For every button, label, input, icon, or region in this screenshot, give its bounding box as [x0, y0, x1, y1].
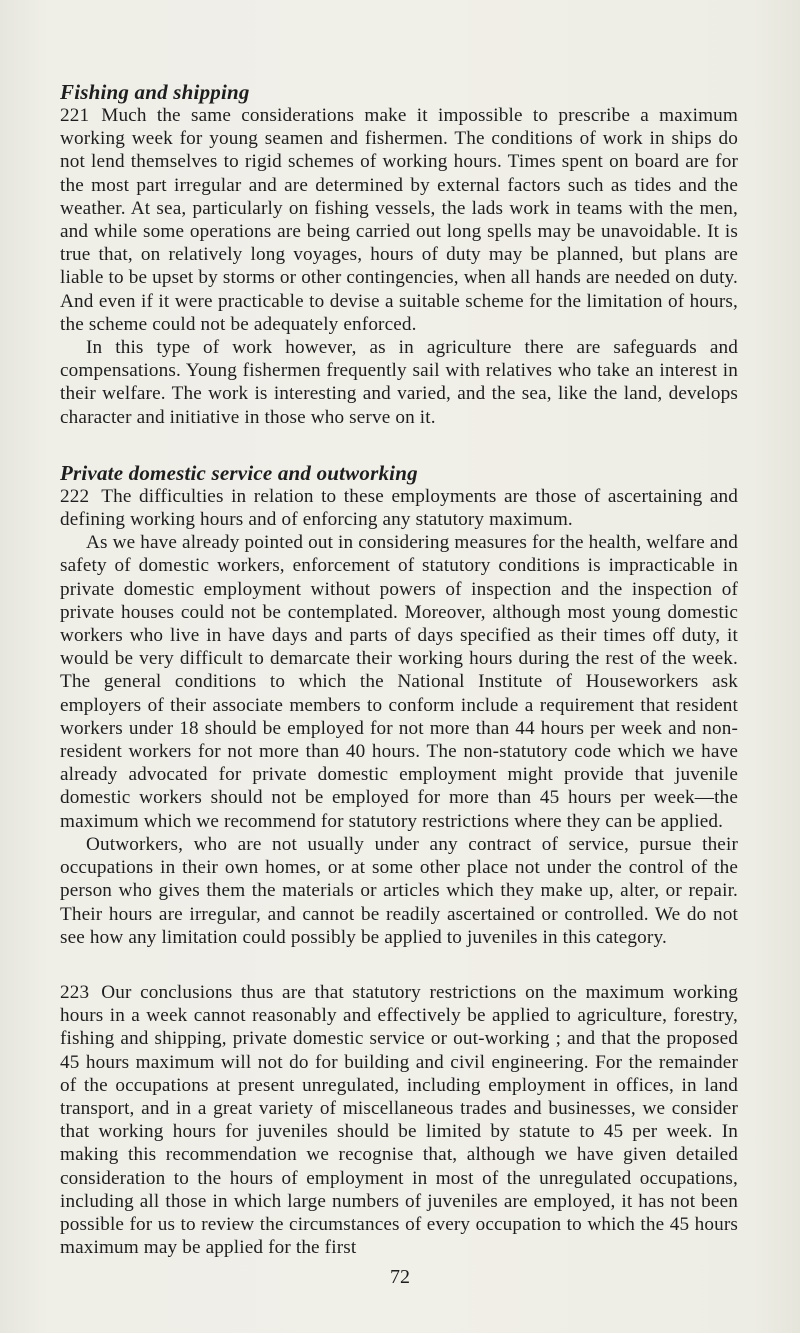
paragraph-fishing-safeguards: In this type of work however, as in agriculture there are safeguards and compensations. Young fishermen frequently sail with relatives who take an interest in their welfare. The work is interesting and varied, and the sea, like the land, develops character and initiative in those who serve on it.: [60, 337, 738, 428]
paragraph-number: 221: [60, 105, 90, 126]
paragraph-text: The difficulties in relation to these employments are those of ascertaining and defining working hours and of enforcing any statutory maximum.: [60, 485, 738, 531]
paragraph-221: [60, 104, 738, 336]
paragraph-domestic-workers: As we have already pointed out in considering measures for the health, welfare and safety of domestic workers, enforcement of statutory conditions is impracticable in private domestic employment without powers of inspection and the inspection of private houses could not be contemplated. Moreover, although most young domestic workers who live in have days and parts of days specified as their times off duty, it would be very difficult to demarcate their working hours during the rest of the week. The general conditions to which the National Institute of Houseworkers ask employers of their associate members to conform include a requirement that resident workers under 18 should be employed for not more than 44 hours per week and non-resident workers for not more than 40 hours. The non-statutory code which we have already advocated for private domestic employment might provide that juvenile domestic workers should not be employed for more than 45 hours per week—the maximum which we recommend for statutory restrictions where they can be applied.: [60, 532, 738, 832]
paragraph-223: [60, 981, 738, 1259]
paragraph-number: 222: [60, 485, 90, 507]
section-heading-domestic-service: Private domestic service and outworking: [60, 460, 418, 485]
section-heading-fishing: Fishing and shipping: [60, 80, 250, 104]
paragraph-222: [60, 485, 738, 531]
paragraph-number: 223: [60, 981, 90, 1003]
paragraph-text: Much the same considerations make it impossible to prescribe a maximum working week for young seamen and fishermen. The conditions of work in ships do not lend themselves to rigid schemes of working hours. Times spent on board are for the most part irregular and are determined by external factors such as tides and the weather. At sea, particularly on fishing vessels, the lads work in teams with the men, and while some operations are being carried out long spells may be unavoidable. It is true that, on relatively long voyages, hours of duty may be planned, but plans are liable to be upset by storms or other contingencies, when all hands are needed on duty. And even if it were practicable to devise a suitable scheme for the limitation of hours, the scheme could not be adequately enforced.: [60, 105, 738, 335]
document-body: [60, 80, 738, 1259]
paragraph-outworkers: Outworkers, who are not usually under any contract of service, pursue their occupations in their own homes, or at some other place not under the control of the person who gives them the materials or articles which they make up, alter, or repair. Their hours are irregular, and cannot be readily ascertained or controlled. We do not see how any limitation could possibly be applied to juveniles in this category.: [60, 833, 738, 948]
page-number: 72: [390, 1266, 410, 1288]
paragraph-text: Our conclusions thus are that statutory restrictions on the maximum working hours in a week cannot reasonably and effectively be applied to agriculture, forestry, fishing and shipping, private domestic service or out-working ; and that the proposed 45 hours maximum will not do for building and civil engineering. For the remainder of the occupations at present unregulated, including employment in offices, in land transport, and in a great variety of miscellaneous trades and businesses, we consider that working hours for juveniles should be limited by statute to 45 per week. In making this recommendation we recognise that, although we have given detailed consideration to the hours of employment in most of the unregulated occupations, including all those in which large numbers of juveniles are employed, it has not been possible for us to review the circumstances of every occupation to which the 45 hours maximum may be applied for the first: [60, 981, 738, 1259]
